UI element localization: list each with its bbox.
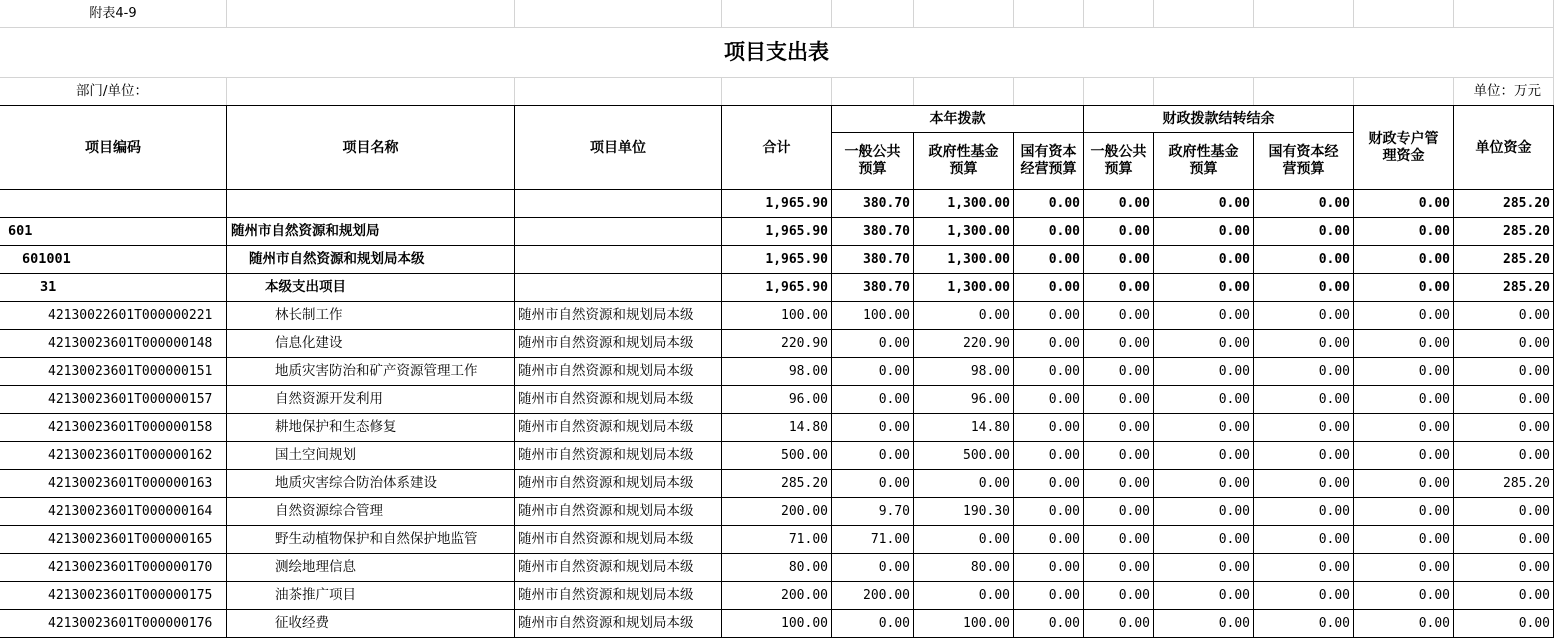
state-capital-cell[interactable]: 0.00 <box>1014 554 1084 582</box>
general-budget-cell[interactable]: 0.00 <box>832 442 914 470</box>
project-name-cell[interactable]: 国土空间规划 <box>227 442 515 470</box>
project-unit-cell[interactable]: 随州市自然资源和规划局本级 <box>515 302 722 330</box>
project-code-cell[interactable]: 42130023601T000000162 <box>0 442 227 470</box>
header-state-capital-carry: 国有资本经营预算 <box>1254 133 1354 190</box>
gov-fund-cell[interactable]: 0.00 <box>914 582 1014 610</box>
state-capital-cell[interactable]: 0.00 <box>1014 274 1084 302</box>
general-budget-carry-cell[interactable]: 0.00 <box>1084 302 1154 330</box>
total-cell[interactable]: 500.00 <box>722 442 832 470</box>
unit-funds-cell[interactable]: 285.20 <box>1454 274 1554 302</box>
project-code-cell[interactable]: 42130023601T000000157 <box>0 386 227 414</box>
empty-cell[interactable] <box>227 78 515 106</box>
project-unit-cell[interactable]: 随州市自然资源和规划局本级 <box>515 498 722 526</box>
empty-cell[interactable] <box>1084 78 1154 106</box>
total-cell[interactable]: 1,965.90 <box>722 274 832 302</box>
state-capital-carry-cell[interactable]: 0.00 <box>1254 470 1354 498</box>
empty-cell[interactable] <box>1354 0 1454 28</box>
general-budget-carry-cell[interactable]: 0.00 <box>1084 554 1154 582</box>
gov-fund-carry-cell[interactable]: 0.00 <box>1154 274 1254 302</box>
state-capital-carry-cell[interactable]: 0.00 <box>1254 358 1354 386</box>
project-code-cell[interactable]: 42130022601T000000221 <box>0 302 227 330</box>
special-account-cell[interactable]: 0.00 <box>1354 274 1454 302</box>
gov-fund-cell[interactable]: 1,300.00 <box>914 274 1014 302</box>
gov-fund-cell[interactable]: 14.80 <box>914 414 1014 442</box>
empty-cell[interactable] <box>1254 78 1354 106</box>
department-label: 部门/单位： <box>0 78 227 106</box>
empty-cell[interactable] <box>1154 0 1254 28</box>
total-cell[interactable]: 80.00 <box>722 554 832 582</box>
total-cell[interactable]: 98.00 <box>722 358 832 386</box>
unit-funds-cell[interactable]: 0.00 <box>1454 610 1554 638</box>
general-budget-carry-cell[interactable]: 0.00 <box>1084 246 1154 274</box>
empty-cell[interactable] <box>832 78 914 106</box>
header-gov-fund: 政府性基金预算 <box>914 133 1014 190</box>
unit-funds-cell[interactable]: 0.00 <box>1454 554 1554 582</box>
project-name-cell[interactable]: 信息化建设 <box>227 330 515 358</box>
gov-fund-carry-cell[interactable]: 0.00 <box>1154 414 1254 442</box>
gov-fund-cell[interactable]: 96.00 <box>914 386 1014 414</box>
special-account-cell[interactable]: 0.00 <box>1354 582 1454 610</box>
project-name-cell[interactable]: 征收经费 <box>227 610 515 638</box>
total-cell[interactable]: 285.20 <box>722 470 832 498</box>
state-capital-carry-cell[interactable]: 0.00 <box>1254 386 1354 414</box>
project-code-cell[interactable]: 42130023601T000000164 <box>0 498 227 526</box>
state-capital-cell[interactable]: 0.00 <box>1014 330 1084 358</box>
state-capital-cell[interactable]: 0.00 <box>1014 218 1084 246</box>
state-capital-carry-cell[interactable]: 0.00 <box>1254 414 1354 442</box>
special-account-cell[interactable]: 0.00 <box>1354 302 1454 330</box>
general-budget-cell[interactable]: 100.00 <box>832 302 914 330</box>
total-cell[interactable]: 96.00 <box>722 386 832 414</box>
state-capital-carry-cell[interactable]: 0.00 <box>1254 246 1354 274</box>
state-capital-cell[interactable]: 0.00 <box>1014 302 1084 330</box>
project-unit-cell[interactable]: 随州市自然资源和规划局本级 <box>515 386 722 414</box>
project-name-cell[interactable]: 地质灾害综合防治体系建设 <box>227 470 515 498</box>
state-capital-cell[interactable]: 0.00 <box>1014 526 1084 554</box>
gov-fund-cell[interactable]: 1,300.00 <box>914 190 1014 218</box>
project-code-cell[interactable]: 42130023601T000000163 <box>0 470 227 498</box>
state-capital-carry-cell[interactable]: 0.00 <box>1254 442 1354 470</box>
special-account-cell[interactable]: 0.00 <box>1354 386 1454 414</box>
project-name-cell[interactable]: 耕地保护和生态修复 <box>227 414 515 442</box>
empty-cell[interactable] <box>1454 0 1554 28</box>
state-capital-carry-cell[interactable]: 0.00 <box>1254 302 1354 330</box>
gov-fund-cell[interactable]: 190.30 <box>914 498 1014 526</box>
unit-funds-cell[interactable]: 0.00 <box>1454 582 1554 610</box>
state-capital-cell[interactable]: 0.00 <box>1014 414 1084 442</box>
project-unit-cell[interactable]: 随州市自然资源和规划局本级 <box>515 442 722 470</box>
gov-fund-carry-cell[interactable]: 0.00 <box>1154 470 1254 498</box>
project-unit-cell[interactable]: 随州市自然资源和规划局本级 <box>515 554 722 582</box>
header-unit-funds: 单位资金 <box>1454 106 1554 190</box>
gov-fund-carry-cell[interactable]: 0.00 <box>1154 498 1254 526</box>
state-capital-cell[interactable]: 0.00 <box>1014 246 1084 274</box>
project-name-cell[interactable]: 自然资源综合管理 <box>227 498 515 526</box>
general-budget-carry-cell[interactable]: 0.00 <box>1084 218 1154 246</box>
special-account-cell[interactable]: 0.00 <box>1354 470 1454 498</box>
project-code-cell[interactable]: 42130023601T000000170 <box>0 554 227 582</box>
gov-fund-carry-cell[interactable]: 0.00 <box>1154 554 1254 582</box>
gov-fund-carry-cell[interactable]: 0.00 <box>1154 358 1254 386</box>
empty-cell[interactable] <box>914 78 1014 106</box>
unit-funds-cell[interactable]: 0.00 <box>1454 414 1554 442</box>
general-budget-cell[interactable]: 71.00 <box>832 526 914 554</box>
unit-funds-cell[interactable]: 0.00 <box>1454 442 1554 470</box>
general-budget-carry-cell[interactable]: 0.00 <box>1084 190 1154 218</box>
project-code-cell[interactable]: 42130023601T000000175 <box>0 582 227 610</box>
project-unit-cell[interactable] <box>515 218 722 246</box>
project-name-cell[interactable]: 随州市自然资源和规划局 <box>227 218 515 246</box>
project-code-cell[interactable]: 601001 <box>0 246 227 274</box>
general-budget-carry-cell[interactable]: 0.00 <box>1084 386 1154 414</box>
project-unit-cell[interactable]: 随州市自然资源和规划局本级 <box>515 330 722 358</box>
project-unit-cell[interactable]: 随州市自然资源和规划局本级 <box>515 470 722 498</box>
empty-cell[interactable] <box>914 0 1014 28</box>
total-cell[interactable]: 100.00 <box>722 610 832 638</box>
page-title: 项目支出表 <box>0 28 1554 78</box>
state-capital-cell[interactable]: 0.00 <box>1014 470 1084 498</box>
project-name-cell[interactable] <box>227 190 515 218</box>
total-cell[interactable]: 200.00 <box>722 498 832 526</box>
general-budget-carry-cell[interactable]: 0.00 <box>1084 414 1154 442</box>
state-capital-cell[interactable]: 0.00 <box>1014 610 1084 638</box>
state-capital-carry-cell[interactable]: 0.00 <box>1254 190 1354 218</box>
header-project-code: 项目编码 <box>0 106 227 190</box>
project-code-cell[interactable] <box>0 190 227 218</box>
project-name-cell[interactable]: 随州市自然资源和规划局本级 <box>227 246 515 274</box>
state-capital-cell[interactable]: 0.00 <box>1014 498 1084 526</box>
special-account-cell[interactable]: 0.00 <box>1354 442 1454 470</box>
unit-funds-cell[interactable]: 285.20 <box>1454 470 1554 498</box>
state-capital-cell[interactable]: 0.00 <box>1014 358 1084 386</box>
unit-funds-cell[interactable]: 0.00 <box>1454 330 1554 358</box>
general-budget-cell[interactable]: 380.70 <box>832 246 914 274</box>
general-budget-cell[interactable]: 0.00 <box>832 330 914 358</box>
total-cell[interactable]: 100.00 <box>722 302 832 330</box>
empty-cell[interactable] <box>1354 78 1454 106</box>
project-name-cell[interactable]: 自然资源开发利用 <box>227 386 515 414</box>
project-code-cell[interactable]: 601 <box>0 218 227 246</box>
gov-fund-carry-cell[interactable]: 0.00 <box>1154 526 1254 554</box>
total-cell[interactable]: 71.00 <box>722 526 832 554</box>
unit-funds-cell[interactable]: 0.00 <box>1454 498 1554 526</box>
special-account-cell[interactable]: 0.00 <box>1354 246 1454 274</box>
general-budget-cell[interactable]: 0.00 <box>832 358 914 386</box>
project-code-cell[interactable]: 42130023601T000000176 <box>0 610 227 638</box>
special-account-cell[interactable]: 0.00 <box>1354 218 1454 246</box>
header-project-unit: 项目单位 <box>515 106 722 190</box>
gov-fund-carry-cell[interactable]: 0.00 <box>1154 302 1254 330</box>
general-budget-cell[interactable]: 0.00 <box>832 554 914 582</box>
state-capital-carry-cell[interactable]: 0.00 <box>1254 498 1354 526</box>
general-budget-carry-cell[interactable]: 0.00 <box>1084 330 1154 358</box>
state-capital-carry-cell[interactable]: 0.00 <box>1254 218 1354 246</box>
empty-cell[interactable] <box>1014 0 1084 28</box>
general-budget-carry-cell[interactable]: 0.00 <box>1084 526 1154 554</box>
general-budget-cell[interactable]: 0.00 <box>832 414 914 442</box>
project-name-cell[interactable]: 油茶推广项目 <box>227 582 515 610</box>
total-cell[interactable]: 220.90 <box>722 330 832 358</box>
gov-fund-cell[interactable]: 100.00 <box>914 610 1014 638</box>
project-unit-cell[interactable]: 随州市自然资源和规划局本级 <box>515 414 722 442</box>
general-budget-carry-cell[interactable]: 0.00 <box>1084 582 1154 610</box>
gov-fund-carry-cell[interactable]: 0.00 <box>1154 582 1254 610</box>
gov-fund-carry-cell[interactable]: 0.00 <box>1154 190 1254 218</box>
project-code-cell[interactable]: 42130023601T000000165 <box>0 526 227 554</box>
unit-funds-cell[interactable]: 0.00 <box>1454 386 1554 414</box>
gov-fund-cell[interactable]: 80.00 <box>914 554 1014 582</box>
project-name-cell[interactable]: 地质灾害防治和矿产资源管理工作 <box>227 358 515 386</box>
project-code-cell[interactable]: 42130023601T000000148 <box>0 330 227 358</box>
gov-fund-carry-cell[interactable]: 0.00 <box>1154 442 1254 470</box>
project-unit-cell[interactable]: 随州市自然资源和规划局本级 <box>515 358 722 386</box>
empty-cell[interactable] <box>722 78 832 106</box>
header-gov-fund-carry: 政府性基金预算 <box>1154 133 1254 190</box>
gov-fund-cell[interactable]: 0.00 <box>914 526 1014 554</box>
project-unit-cell[interactable] <box>515 190 722 218</box>
general-budget-cell[interactable]: 380.70 <box>832 190 914 218</box>
gov-fund-cell[interactable]: 1,300.00 <box>914 218 1014 246</box>
state-capital-cell[interactable]: 0.00 <box>1014 386 1084 414</box>
unit-funds-cell[interactable]: 0.00 <box>1454 358 1554 386</box>
unit-funds-cell[interactable]: 285.20 <box>1454 190 1554 218</box>
state-capital-carry-cell[interactable]: 0.00 <box>1254 330 1354 358</box>
special-account-cell[interactable]: 0.00 <box>1354 190 1454 218</box>
project-name-cell[interactable]: 林长制工作 <box>227 302 515 330</box>
special-account-cell[interactable]: 0.00 <box>1354 330 1454 358</box>
general-budget-cell[interactable]: 0.00 <box>832 386 914 414</box>
general-budget-cell[interactable]: 0.00 <box>832 470 914 498</box>
project-unit-cell[interactable]: 随州市自然资源和规划局本级 <box>515 526 722 554</box>
empty-cell[interactable] <box>227 0 515 28</box>
header-special-account: 财政专户管理资金 <box>1354 106 1454 190</box>
unit-label: 单位：万元 <box>1454 78 1554 106</box>
state-capital-carry-cell[interactable]: 0.00 <box>1254 274 1354 302</box>
gov-fund-carry-cell[interactable]: 0.00 <box>1154 246 1254 274</box>
general-budget-carry-cell[interactable]: 0.00 <box>1084 274 1154 302</box>
empty-cell[interactable] <box>1014 78 1084 106</box>
gov-fund-cell[interactable]: 500.00 <box>914 442 1014 470</box>
header-group-carryover: 财政拨款结转结余 <box>1084 106 1354 133</box>
empty-cell[interactable] <box>1254 0 1354 28</box>
special-account-cell[interactable]: 0.00 <box>1354 554 1454 582</box>
project-unit-cell[interactable] <box>515 274 722 302</box>
empty-cell[interactable] <box>1084 0 1154 28</box>
general-budget-cell[interactable]: 200.00 <box>832 582 914 610</box>
gov-fund-cell[interactable]: 0.00 <box>914 302 1014 330</box>
unit-funds-cell[interactable]: 0.00 <box>1454 526 1554 554</box>
header-group-current-year: 本年拨款 <box>832 106 1084 133</box>
project-code-cell[interactable]: 42130023601T000000151 <box>0 358 227 386</box>
general-budget-cell[interactable]: 0.00 <box>832 610 914 638</box>
gov-fund-carry-cell[interactable]: 0.00 <box>1154 386 1254 414</box>
special-account-cell[interactable]: 0.00 <box>1354 498 1454 526</box>
empty-cell[interactable] <box>515 0 722 28</box>
gov-fund-cell[interactable]: 0.00 <box>914 470 1014 498</box>
project-unit-cell[interactable]: 随州市自然资源和规划局本级 <box>515 582 722 610</box>
header-project-name: 项目名称 <box>227 106 515 190</box>
gov-fund-cell[interactable]: 98.00 <box>914 358 1014 386</box>
special-account-cell[interactable]: 0.00 <box>1354 358 1454 386</box>
special-account-cell[interactable]: 0.00 <box>1354 610 1454 638</box>
project-unit-cell[interactable] <box>515 246 722 274</box>
state-capital-carry-cell[interactable]: 0.00 <box>1254 526 1354 554</box>
unit-funds-cell[interactable]: 0.00 <box>1454 302 1554 330</box>
gov-fund-cell[interactable]: 1,300.00 <box>914 246 1014 274</box>
general-budget-cell[interactable]: 9.70 <box>832 498 914 526</box>
unit-funds-cell[interactable]: 285.20 <box>1454 246 1554 274</box>
gov-fund-carry-cell[interactable]: 0.00 <box>1154 610 1254 638</box>
project-name-cell[interactable]: 测绘地理信息 <box>227 554 515 582</box>
unit-funds-cell[interactable]: 285.20 <box>1454 218 1554 246</box>
project-name-cell[interactable]: 野生动植物保护和自然保护地监管 <box>227 526 515 554</box>
header-general-budget: 一般公共预算 <box>832 133 914 190</box>
state-capital-carry-cell[interactable]: 0.00 <box>1254 610 1354 638</box>
gov-fund-carry-cell[interactable]: 0.00 <box>1154 330 1254 358</box>
special-account-cell[interactable]: 0.00 <box>1354 414 1454 442</box>
empty-cell[interactable] <box>1154 78 1254 106</box>
state-capital-cell[interactable]: 0.00 <box>1014 582 1084 610</box>
general-budget-carry-cell[interactable]: 0.00 <box>1084 498 1154 526</box>
total-cell[interactable]: 14.80 <box>722 414 832 442</box>
header-total: 合计 <box>722 106 832 190</box>
general-budget-cell[interactable]: 380.70 <box>832 218 914 246</box>
appendix-label: 附表4-9 <box>0 0 227 28</box>
header-general-budget-carry: 一般公共预算 <box>1084 133 1154 190</box>
general-budget-carry-cell[interactable]: 0.00 <box>1084 610 1154 638</box>
project-name-cell[interactable]: 本级支出项目 <box>227 274 515 302</box>
gov-fund-cell[interactable]: 220.90 <box>914 330 1014 358</box>
total-cell[interactable]: 200.00 <box>722 582 832 610</box>
total-cell[interactable]: 1,965.90 <box>722 246 832 274</box>
project-unit-cell[interactable]: 随州市自然资源和规划局本级 <box>515 610 722 638</box>
empty-cell[interactable] <box>515 78 722 106</box>
general-budget-carry-cell[interactable]: 0.00 <box>1084 358 1154 386</box>
total-cell[interactable]: 1,965.90 <box>722 218 832 246</box>
state-capital-carry-cell[interactable]: 0.00 <box>1254 554 1354 582</box>
general-budget-carry-cell[interactable]: 0.00 <box>1084 442 1154 470</box>
empty-cell[interactable] <box>832 0 914 28</box>
special-account-cell[interactable]: 0.00 <box>1354 526 1454 554</box>
general-budget-cell[interactable]: 380.70 <box>832 274 914 302</box>
state-capital-carry-cell[interactable]: 0.00 <box>1254 582 1354 610</box>
project-code-cell[interactable]: 42130023601T000000158 <box>0 414 227 442</box>
empty-cell[interactable] <box>722 0 832 28</box>
general-budget-carry-cell[interactable]: 0.00 <box>1084 470 1154 498</box>
state-capital-cell[interactable]: 0.00 <box>1014 442 1084 470</box>
gov-fund-carry-cell[interactable]: 0.00 <box>1154 218 1254 246</box>
state-capital-cell[interactable]: 0.00 <box>1014 190 1084 218</box>
project-code-cell[interactable]: 31 <box>0 274 227 302</box>
header-state-capital: 国有资本经营预算 <box>1014 133 1084 190</box>
total-cell[interactable]: 1,965.90 <box>722 190 832 218</box>
